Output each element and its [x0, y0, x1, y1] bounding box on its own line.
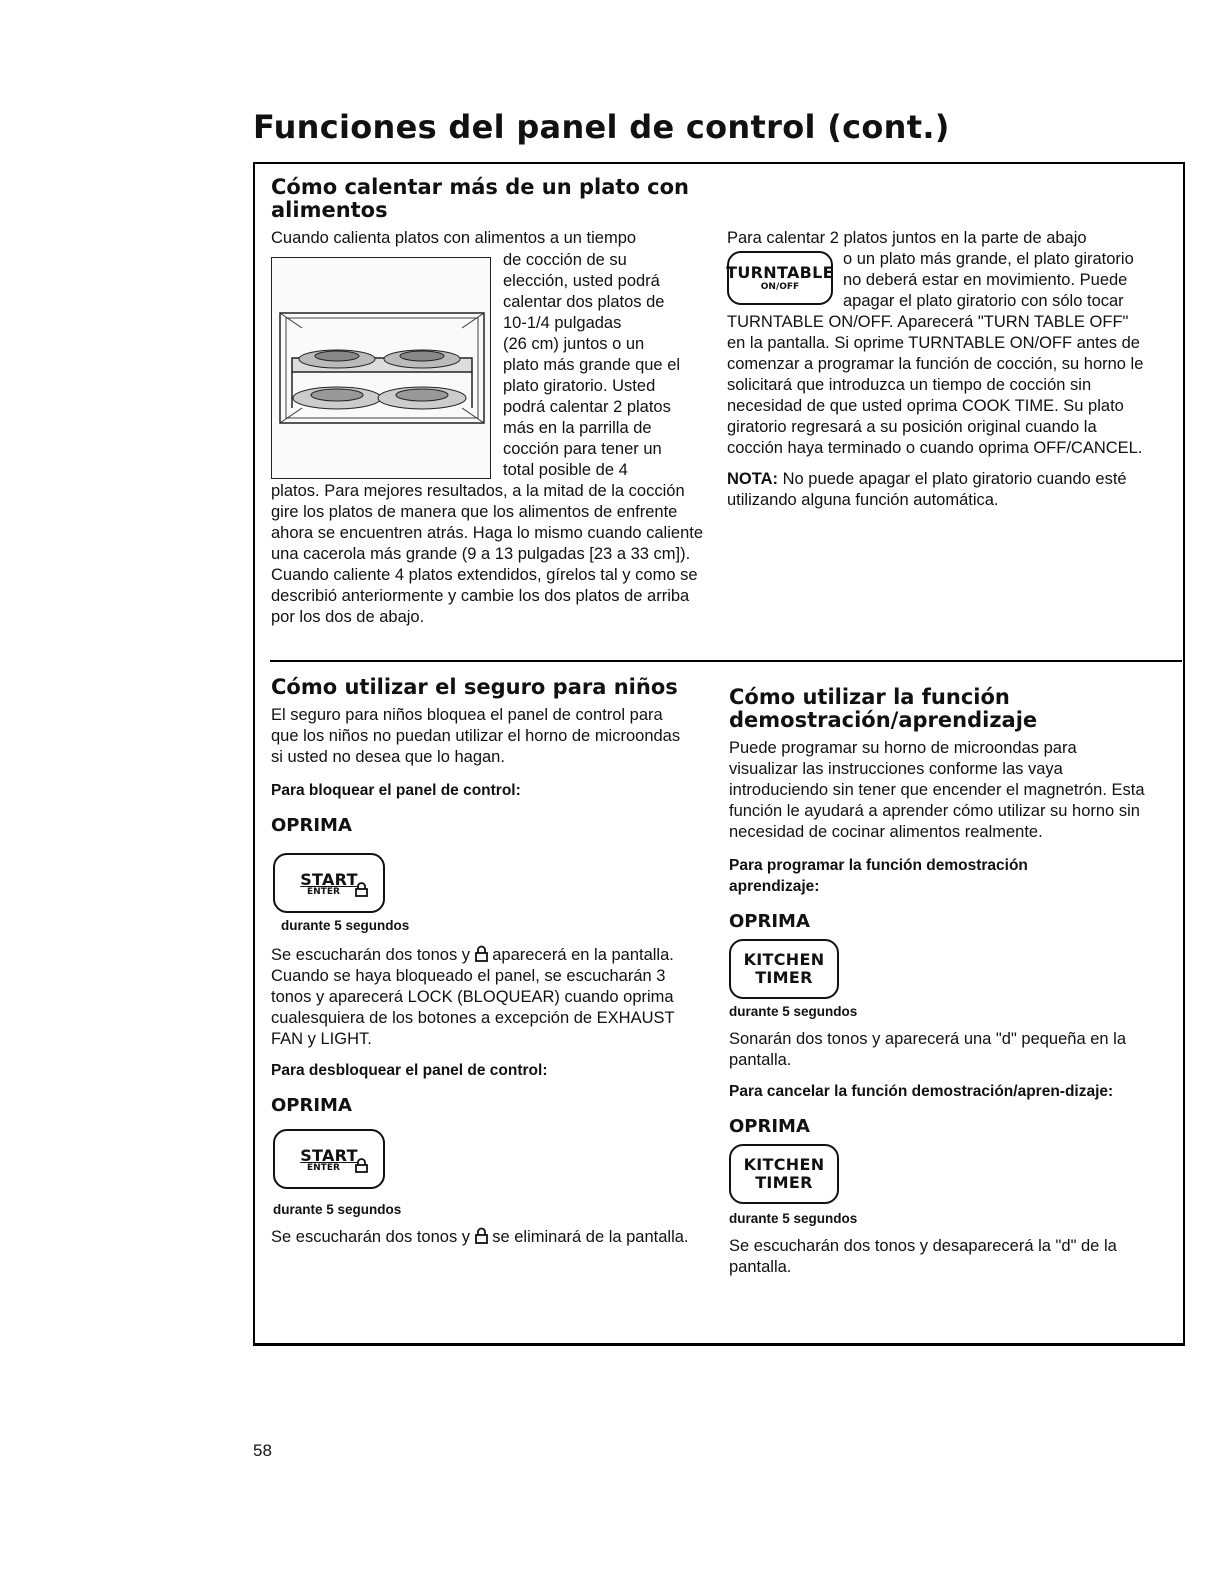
demo-cancel-subheading: Para cancelar la función demostración/apren-dizaje:	[729, 1083, 1114, 1100]
note-text: No puede apagar el plato giratorio cuando esté utilizando alguna función automática.	[727, 470, 1127, 509]
enter-button-sub: ENTER	[307, 1163, 340, 1173]
section-plates-heading: Cómo calentar más de un plato con alimentos	[271, 175, 690, 222]
section-plates-intro: Cuando calienta platos con alimentos a un tiempo	[271, 229, 637, 247]
section-demo-heading: Cómo utilizar la función demostración/aprendizaje	[729, 685, 1038, 732]
plates-line: podrá calentar 2 platos	[503, 398, 671, 416]
lock-duration: durante 5 segundos	[281, 918, 410, 933]
demo-program-result: Sonarán dos tonos y aparecerá una "d" pequeña en la pantalla.	[729, 1030, 1127, 1069]
lock-result-b: aparecerá en la pantalla. Cuando se haya bloqueado el panel, se escucharán 3 tonos y aparecerá LOCK (BLOQUEAR) cuando oprima cualesquiera de los botones a excepción de EXHAUST FAN y LIGHT.	[271, 946, 675, 1048]
lock-oprima: OPRIMA	[271, 815, 352, 836]
unlock-duration: durante 5 segundos	[273, 1202, 402, 1217]
lock-icon	[475, 1227, 488, 1244]
oven-plates-illustration	[271, 257, 491, 479]
section-lock	[271, 676, 691, 1248]
plates-line: total posible de 4	[503, 461, 628, 479]
turntable-on-off-button[interactable]	[727, 251, 833, 305]
section-plates	[271, 176, 711, 249]
lock-subheading: Para bloquear el panel de control:	[271, 782, 521, 799]
plates-line: plato giratorio. Usted	[503, 377, 656, 395]
demo-intro: Puede programar su horno de microondas para visualizar las instrucciones conforme las vaya introduciendo sin tener que encender el magnetrón. Esta función le ayudará a aprender cómo utilizar su horno sin necesidad de cocinar alimentos realmente.	[729, 739, 1145, 841]
lock-result	[271, 945, 691, 1050]
plates-line: de cocción de su	[503, 251, 627, 269]
kitchen-button-line1: KITCHEN	[743, 1155, 825, 1174]
plates-body-text: platos. Para mejores resultados, a la mitad de la cocción gire los platos de manera que los alimentos de enfrente ahora se encuentren atrás. Haga lo mismo cuando caliente una cacerola más grande (9 a 13 pulgadas [23 a 33 cm]). Cuando caliente 4 platos extendidos, gírelos tal y como se describió anteriormente y cambie los dos platos de arriba por los dos de abajo.	[271, 482, 704, 626]
section-demo	[729, 686, 1149, 1278]
start-button-label: START	[300, 1146, 358, 1165]
section-divider	[270, 660, 1182, 662]
start-button-label: START	[300, 870, 358, 889]
start-enter-button[interactable]	[273, 1129, 385, 1189]
start-enter-button[interactable]	[273, 853, 385, 913]
unlock-result-b: se eliminará de la pantalla.	[492, 1228, 689, 1246]
turntable-button-label: TURNTABLE	[726, 263, 834, 282]
turntable-first-line: Para calentar 2 platos juntos en la parte de abajo	[727, 229, 1087, 247]
turntable-button-sub: ON/OFF	[760, 282, 800, 292]
page-title: Funciones del panel de control (cont.)	[253, 108, 950, 146]
oven-rack-icon	[272, 258, 490, 478]
plates-line: cocción para tener un	[503, 440, 662, 458]
plates-body	[271, 481, 711, 628]
lock-icon	[355, 882, 368, 897]
note-label: NOTA:	[727, 470, 779, 488]
plates-line: calentar dos platos de	[503, 293, 665, 311]
plates-line: (26 cm) juntos o un	[503, 335, 645, 353]
kitchen-button-line2: TIMER	[755, 1173, 813, 1192]
kitchen-button-line1: KITCHEN	[743, 950, 825, 969]
unlock-subheading: Para desbloquear el panel de control:	[271, 1062, 548, 1079]
plates-wrapped-text	[503, 250, 713, 481]
unlock-result-a: Se escucharán dos tonos y	[271, 1228, 471, 1246]
turntable-note	[727, 469, 1151, 511]
turntable-body: o un plato más grande, el plato giratorio no deberá estar en movimiento. Puede apagar el plato giratorio con sólo tocar TURNTABLE ON/OFF. Aparecerá "TURN TABLE OFF" en la pantalla. Si oprime TURNTABLE ON/OFF antes de comenzar a programar la función de cocción, su horno le solicitará que introduzca un tiempo de cocción sin necesidad de que usted oprima COOK TIME. Su plato giratorio regresará a su posición original cuando la cocción haya terminado o cuando oprima OFF/CANCEL.	[727, 250, 1144, 457]
plates-line: elección, usted podrá	[503, 272, 660, 290]
demo-oprima: OPRIMA	[729, 911, 810, 932]
unlock-result	[271, 1227, 691, 1248]
lock-result-a: Se escucharán dos tonos y	[271, 946, 471, 964]
lock-icon	[355, 1158, 368, 1173]
section-turntable	[727, 228, 1151, 511]
plates-line: plato más grande que el	[503, 356, 681, 374]
lock-icon	[475, 945, 488, 962]
demo-program-subheading: Para programar la función demostración aprendizaje:	[729, 857, 1028, 895]
demo-duration: durante 5 segundos	[729, 1004, 858, 1019]
section-lock-heading: Cómo utilizar el seguro para niños	[271, 675, 678, 699]
plates-line: 10-1/4 pulgadas	[503, 314, 622, 332]
lock-intro: El seguro para niños bloquea el panel de control para que los niños no puedan utilizar el horno de microondas si usted no desea que lo hagan.	[271, 706, 681, 766]
page-number: 58	[253, 1441, 272, 1460]
kitchen-timer-button[interactable]	[729, 939, 839, 999]
kitchen-button-line2: TIMER	[755, 968, 813, 987]
unlock-oprima: OPRIMA	[271, 1095, 352, 1116]
kitchen-timer-button[interactable]	[729, 1144, 839, 1204]
enter-button-sub: ENTER	[307, 887, 340, 897]
demo-cancel-oprima: OPRIMA	[729, 1116, 810, 1137]
demo-cancel-result: Se escucharán dos tonos y desaparecerá la "d" de la pantalla.	[729, 1237, 1117, 1276]
demo-cancel-duration: durante 5 segundos	[729, 1211, 858, 1226]
plates-line: más en la parrilla de	[503, 419, 652, 437]
